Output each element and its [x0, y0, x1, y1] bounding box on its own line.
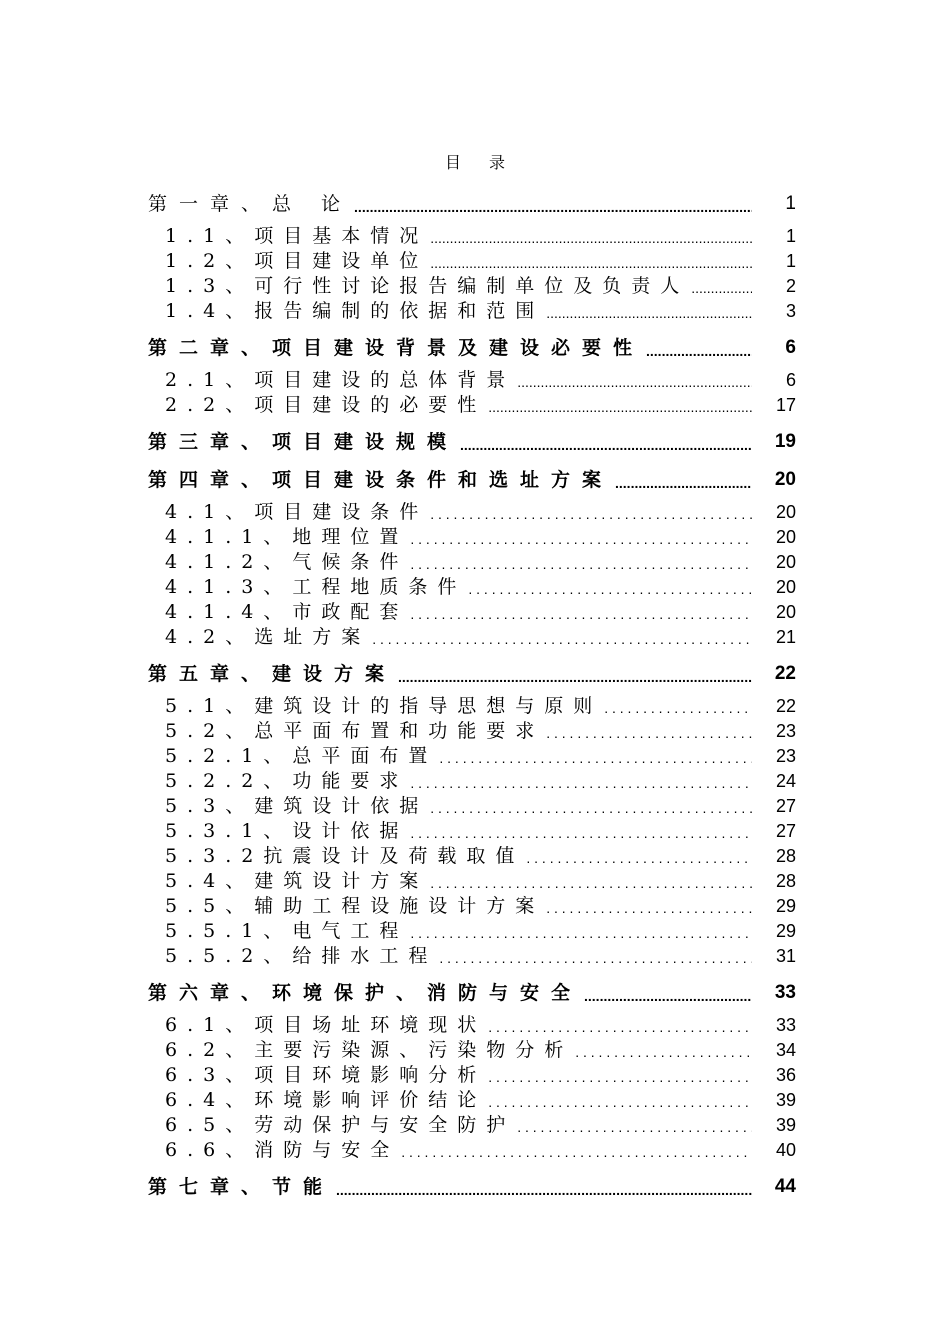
toc-page-number: 39: [775, 1090, 796, 1110]
toc-dot-leader: [488, 1068, 752, 1088]
toc-page-number: 22: [775, 696, 796, 716]
toc-page-number: 36: [775, 1065, 796, 1085]
toc-section-entry[interactable]: [148, 919, 796, 944]
toc-section-entry[interactable]: [148, 794, 796, 819]
toc-chapter-entry[interactable]: [148, 466, 796, 494]
toc-dot-leader: [584, 987, 752, 1007]
toc-dot-leader: [604, 699, 752, 719]
toc-dot-leader: [575, 1043, 752, 1063]
toc-entry-label: 第一章、总 论: [148, 193, 353, 215]
toc-section-entry[interactable]: [148, 744, 796, 769]
toc-dot-leader: [615, 474, 752, 494]
toc-page-number: 19: [774, 431, 796, 452]
toc-entry-label: 4.1.1、地理位置: [165, 526, 409, 548]
toc-section-entry[interactable]: [148, 368, 796, 393]
toc-section-entry[interactable]: [148, 1013, 796, 1038]
toc-entry-label: 6.6、消防与安全: [165, 1139, 400, 1161]
toc-section-entry[interactable]: [148, 500, 796, 525]
toc-page-number: 29: [775, 921, 796, 941]
toc-chapter-entry[interactable]: [148, 428, 796, 456]
toc-page-number: 31: [775, 946, 796, 966]
toc-dot-leader: [546, 304, 752, 324]
toc-page-number: 33: [774, 982, 796, 1003]
toc-page-number: 44: [774, 1176, 796, 1197]
toc-dot-leader: [468, 580, 752, 600]
toc-dot-leader: [410, 555, 752, 575]
toc-dot-leader: [546, 724, 752, 744]
toc-dot-leader: [398, 668, 752, 688]
toc-entry-label: 6.3、项目环境影响分析: [165, 1064, 487, 1086]
toc-entry-label: 第三章、项目建设规模: [148, 431, 459, 453]
toc-page-number: 20: [775, 577, 796, 597]
toc-dot-leader: [460, 436, 752, 456]
toc-entry-label: 第六章、环境保护、消防与安全: [148, 982, 583, 1004]
toc-entry-label: 第二章、项目建设背景及建设必要性: [148, 337, 645, 359]
toc-dot-leader: [488, 1018, 752, 1038]
toc-page-number: 1: [785, 251, 796, 271]
toc-entry-label: 6.5、劳动保护与安全防护: [165, 1114, 516, 1136]
toc-section-entry[interactable]: [148, 1063, 796, 1088]
toc-section-entry[interactable]: [148, 224, 796, 249]
toc-entry-label: 6.4、环境影响评价结论: [165, 1089, 487, 1111]
toc-entry-label: 1.3、可行性讨论报告编制单位及负责人: [165, 275, 690, 297]
toc-section-entry[interactable]: [148, 944, 796, 969]
toc-entry-label: 5.5.1、电气工程: [165, 920, 409, 942]
toc-dot-leader: [336, 1181, 752, 1201]
toc-entry-label: 4.1.4、市政配套: [165, 601, 409, 623]
table-of-contents: [148, 190, 796, 1207]
toc-page-number: 34: [775, 1040, 796, 1060]
toc-section-entry[interactable]: [148, 1138, 796, 1163]
toc-entry-label: 4.1.2、气候条件: [165, 551, 409, 573]
toc-entry-label: 1.1、项目基本情况: [165, 225, 429, 247]
toc-page-number: 20: [775, 552, 796, 572]
toc-entry-label: 1.4、报告编制的依据和范围: [165, 300, 545, 322]
toc-chapter-entry[interactable]: [148, 1173, 796, 1201]
toc-dot-leader: [488, 398, 752, 418]
toc-dot-leader: [410, 605, 752, 625]
toc-entry-label: 2.2、项目建设的必要性: [165, 394, 487, 416]
toc-page-number: 20: [774, 469, 796, 490]
toc-page-number: 6: [785, 370, 796, 390]
toc-entry-label: 4.1、项目建设条件: [165, 501, 429, 523]
toc-dot-leader: [430, 254, 752, 274]
toc-section-entry[interactable]: [148, 525, 796, 550]
toc-entry-label: 5.2、总平面布置和功能要求: [165, 720, 545, 742]
toc-page-number: 20: [775, 527, 796, 547]
toc-dot-leader: [439, 949, 752, 969]
toc-dot-leader: [430, 505, 752, 525]
toc-page-number: 17: [775, 395, 796, 415]
toc-section-entry[interactable]: [148, 393, 796, 418]
toc-dot-leader: [517, 373, 752, 393]
toc-section-entry[interactable]: [148, 274, 796, 299]
toc-chapter-entry[interactable]: [148, 190, 796, 218]
toc-entry-label: 2.1、项目建设的总体背景: [165, 369, 516, 391]
toc-entry-label: 1.2、项目建设单位: [165, 250, 429, 272]
toc-dot-leader: [354, 198, 752, 218]
toc-section-entry[interactable]: [148, 550, 796, 575]
toc-page-number: 28: [775, 846, 796, 866]
toc-entry-label: 4.1.3、工程地质条件: [165, 576, 467, 598]
toc-page-number: 20: [775, 502, 796, 522]
toc-entry-label: 5.2.1、总平面布置: [165, 745, 438, 767]
toc-page-number: 29: [775, 896, 796, 916]
toc-page-number: 21: [775, 627, 796, 647]
toc-section-entry[interactable]: [148, 769, 796, 794]
toc-page-number: 24: [775, 771, 796, 791]
toc-section-entry[interactable]: [148, 299, 796, 324]
toc-entry-label: 5.2.2、功能要求: [165, 770, 409, 792]
toc-section-entry[interactable]: [148, 249, 796, 274]
toc-chapter-entry[interactable]: [148, 979, 796, 1007]
toc-entry-label: 第七章、节能: [148, 1176, 335, 1198]
toc-section-entry[interactable]: [148, 844, 796, 869]
toc-entry-label: 5.5.2、给排水工程: [165, 945, 438, 967]
toc-page-number: 28: [775, 871, 796, 891]
toc-entry-label: 第四章、项目建设条件和选址方案: [148, 469, 614, 491]
toc-entry-label: 5.4、建筑设计方案: [165, 870, 429, 892]
toc-section-entry[interactable]: [148, 625, 796, 650]
toc-section-entry[interactable]: [148, 1088, 796, 1113]
toc-dot-leader: [410, 530, 752, 550]
toc-dot-leader: [401, 1143, 752, 1163]
toc-page-number: 23: [775, 721, 796, 741]
toc-dot-leader: [691, 279, 752, 299]
toc-dot-leader: [439, 749, 752, 769]
toc-page-number: 33: [775, 1015, 796, 1035]
toc-chapter-entry[interactable]: [148, 334, 796, 362]
toc-dot-leader: [410, 924, 752, 944]
toc-entry-label: 第五章、建设方案: [148, 663, 397, 685]
toc-page-number: 1: [785, 226, 796, 246]
toc-entry-label: 5.1、建筑设计的指导思想与原则: [165, 695, 603, 717]
toc-entry-label: 6.2、主要污染源、污染物分析: [165, 1039, 574, 1061]
toc-section-entry[interactable]: [148, 719, 796, 744]
toc-section-entry[interactable]: [148, 1113, 796, 1138]
toc-dot-leader: [430, 799, 752, 819]
toc-section-entry[interactable]: [148, 894, 796, 919]
toc-dot-leader: [372, 630, 752, 650]
toc-dot-leader: [546, 899, 752, 919]
toc-page-number: 20: [775, 602, 796, 622]
toc-entry-label: 5.5、辅助工程设施设计方案: [165, 895, 545, 917]
toc-dot-leader: [526, 849, 752, 869]
toc-page-number: 40: [775, 1140, 796, 1160]
toc-page-number: 23: [775, 746, 796, 766]
toc-page-number: 27: [775, 821, 796, 841]
toc-dot-leader: [430, 874, 752, 894]
toc-dot-leader: [430, 229, 752, 249]
toc-entry-label: 5.3、建筑设计依据: [165, 795, 429, 817]
toc-section-entry[interactable]: [148, 819, 796, 844]
toc-dot-leader: [410, 824, 752, 844]
toc-entry-label: 5.3.1、设计依据: [165, 820, 409, 842]
toc-entry-label: 4.2、选址方案: [165, 626, 371, 648]
toc-page-number: 39: [775, 1115, 796, 1135]
toc-page-number: 27: [775, 796, 796, 816]
toc-section-entry[interactable]: [148, 694, 796, 719]
toc-page-number: 3: [785, 301, 796, 321]
toc-section-entry[interactable]: [148, 600, 796, 625]
toc-dot-leader: [410, 774, 752, 794]
toc-page-number: 1: [785, 193, 796, 214]
toc-section-entry[interactable]: [148, 1038, 796, 1063]
toc-page-number: 6: [785, 337, 796, 358]
toc-chapter-entry[interactable]: [148, 660, 796, 688]
toc-dot-leader: [488, 1093, 752, 1113]
toc-title: 目录: [444, 153, 533, 172]
toc-entry-label: 6.1、项目场址环境现状: [165, 1014, 487, 1036]
toc-page-number: 2: [785, 276, 796, 296]
toc-dot-leader: [517, 1118, 752, 1138]
toc-section-entry[interactable]: [148, 575, 796, 600]
toc-page-number: 22: [774, 663, 796, 684]
toc-section-entry[interactable]: [148, 869, 796, 894]
toc-dot-leader: [646, 342, 752, 362]
toc-entry-label: 5.3.2抗震设计及荷载取值: [165, 845, 525, 867]
